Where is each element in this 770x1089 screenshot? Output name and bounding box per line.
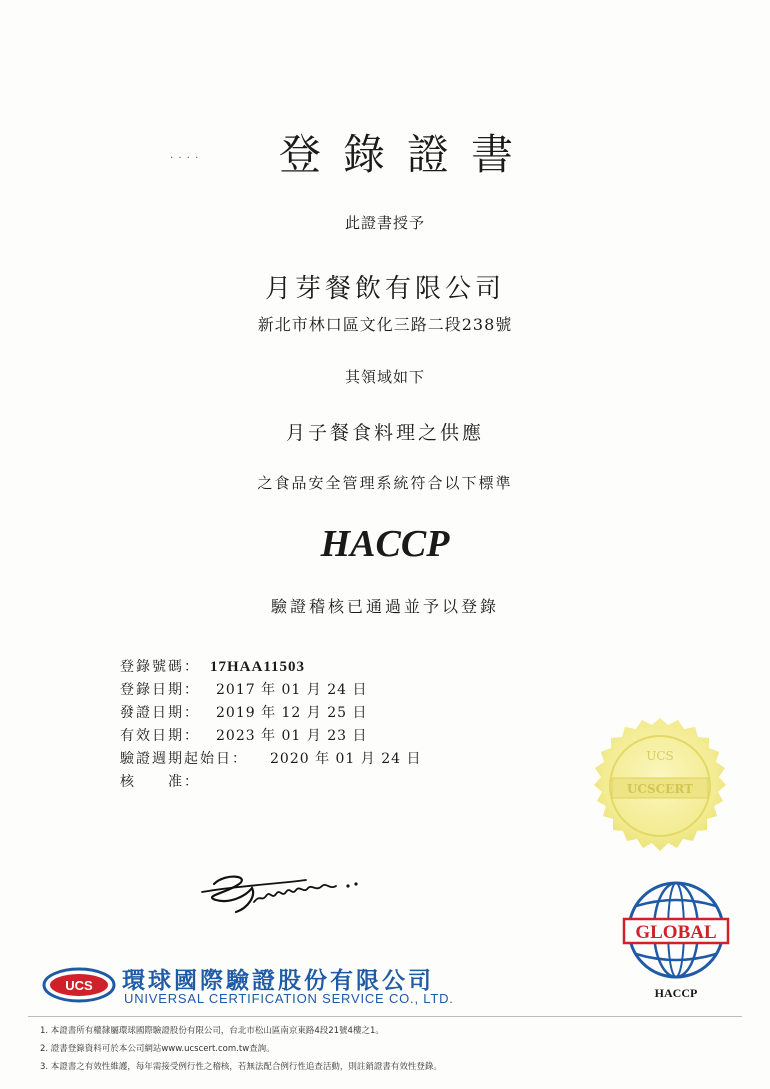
global-badge-caption: HACCP <box>654 986 698 1000</box>
company-name: 月芽餐飲有限公司 <box>264 274 505 304</box>
registration-date: 2017 年 01 月 24 日 <box>216 682 368 698</box>
granted-to-label: 此證書授予 <box>344 214 425 232</box>
conformity-statement: 之食品安全管理系統符合以下標準 <box>257 474 513 492</box>
footer-notes <box>40 1022 442 1076</box>
detail-label: 發證日期： <box>120 705 200 721</box>
issue-date: 2019 年 12 月 25 日 <box>216 705 368 721</box>
footer-note: 1. 本證書所有權隸屬環球國際驗證股份有限公司，台北市松山區南京東路4段21號4樓之1。 <box>40 1026 384 1036</box>
footer-note: 3. 本證書之有效性維護，每年需接受例行性之稽核，若無法配合例行性追查活動，則註銷證書有效性登錄。 <box>40 1062 442 1072</box>
scope-text: 月子餐食料理之供應 <box>285 422 484 444</box>
certificate-title: 登錄證書 <box>278 130 535 179</box>
global-haccp-badge-icon <box>620 880 732 1000</box>
footer-divider <box>28 1016 742 1017</box>
detail-label: 登錄號碼： <box>120 659 200 675</box>
gold-seal-icon <box>586 716 734 864</box>
detail-label: 核 准： <box>120 774 200 790</box>
detail-label: 登錄日期： <box>120 682 200 698</box>
seal-top-text: UCS <box>646 749 674 763</box>
ucs-logo-icon <box>42 966 116 1004</box>
detail-row-approval <box>120 771 422 794</box>
detail-row-cycle-start <box>120 748 422 771</box>
company-address: 新北市林口區文化三路二段238號 <box>257 315 513 334</box>
decorative-dots: . . . . <box>170 150 200 161</box>
organization-name-zh: 環球國際驗證股份有限公司 <box>122 968 434 994</box>
cycle-start-date: 2020 年 01 月 24 日 <box>270 751 422 767</box>
footer-note: 2. 證書登錄資料可於本公司網站www.ucscert.com.tw查詢。 <box>40 1044 275 1054</box>
registration-number: 17HAA11503 <box>210 659 306 675</box>
organization-name-en: UNIVERSAL CERTIFICATION SERVICE CO., LTD. <box>124 991 454 1006</box>
detail-label: 驗證週期起始日： <box>120 751 248 767</box>
verification-statement: 驗證稽核已通過並予以登錄 <box>270 597 499 616</box>
certificate-details <box>120 656 422 794</box>
scope-label: 其領域如下 <box>344 368 425 386</box>
detail-row-registration-number <box>120 656 422 679</box>
detail-row-issue-date <box>120 702 422 725</box>
seal-band-text: UCSCERT <box>626 782 694 796</box>
signature-icon <box>196 866 376 916</box>
detail-row-registration-date <box>120 679 422 702</box>
ucs-logo-text: UCS <box>65 978 93 993</box>
detail-row-expiry-date <box>120 725 422 748</box>
global-badge-label: GLOBAL <box>635 922 717 943</box>
standard-name: HACCP <box>320 523 450 565</box>
expiry-date: 2023 年 01 月 23 日 <box>216 728 368 744</box>
detail-label: 有效日期： <box>120 728 200 744</box>
